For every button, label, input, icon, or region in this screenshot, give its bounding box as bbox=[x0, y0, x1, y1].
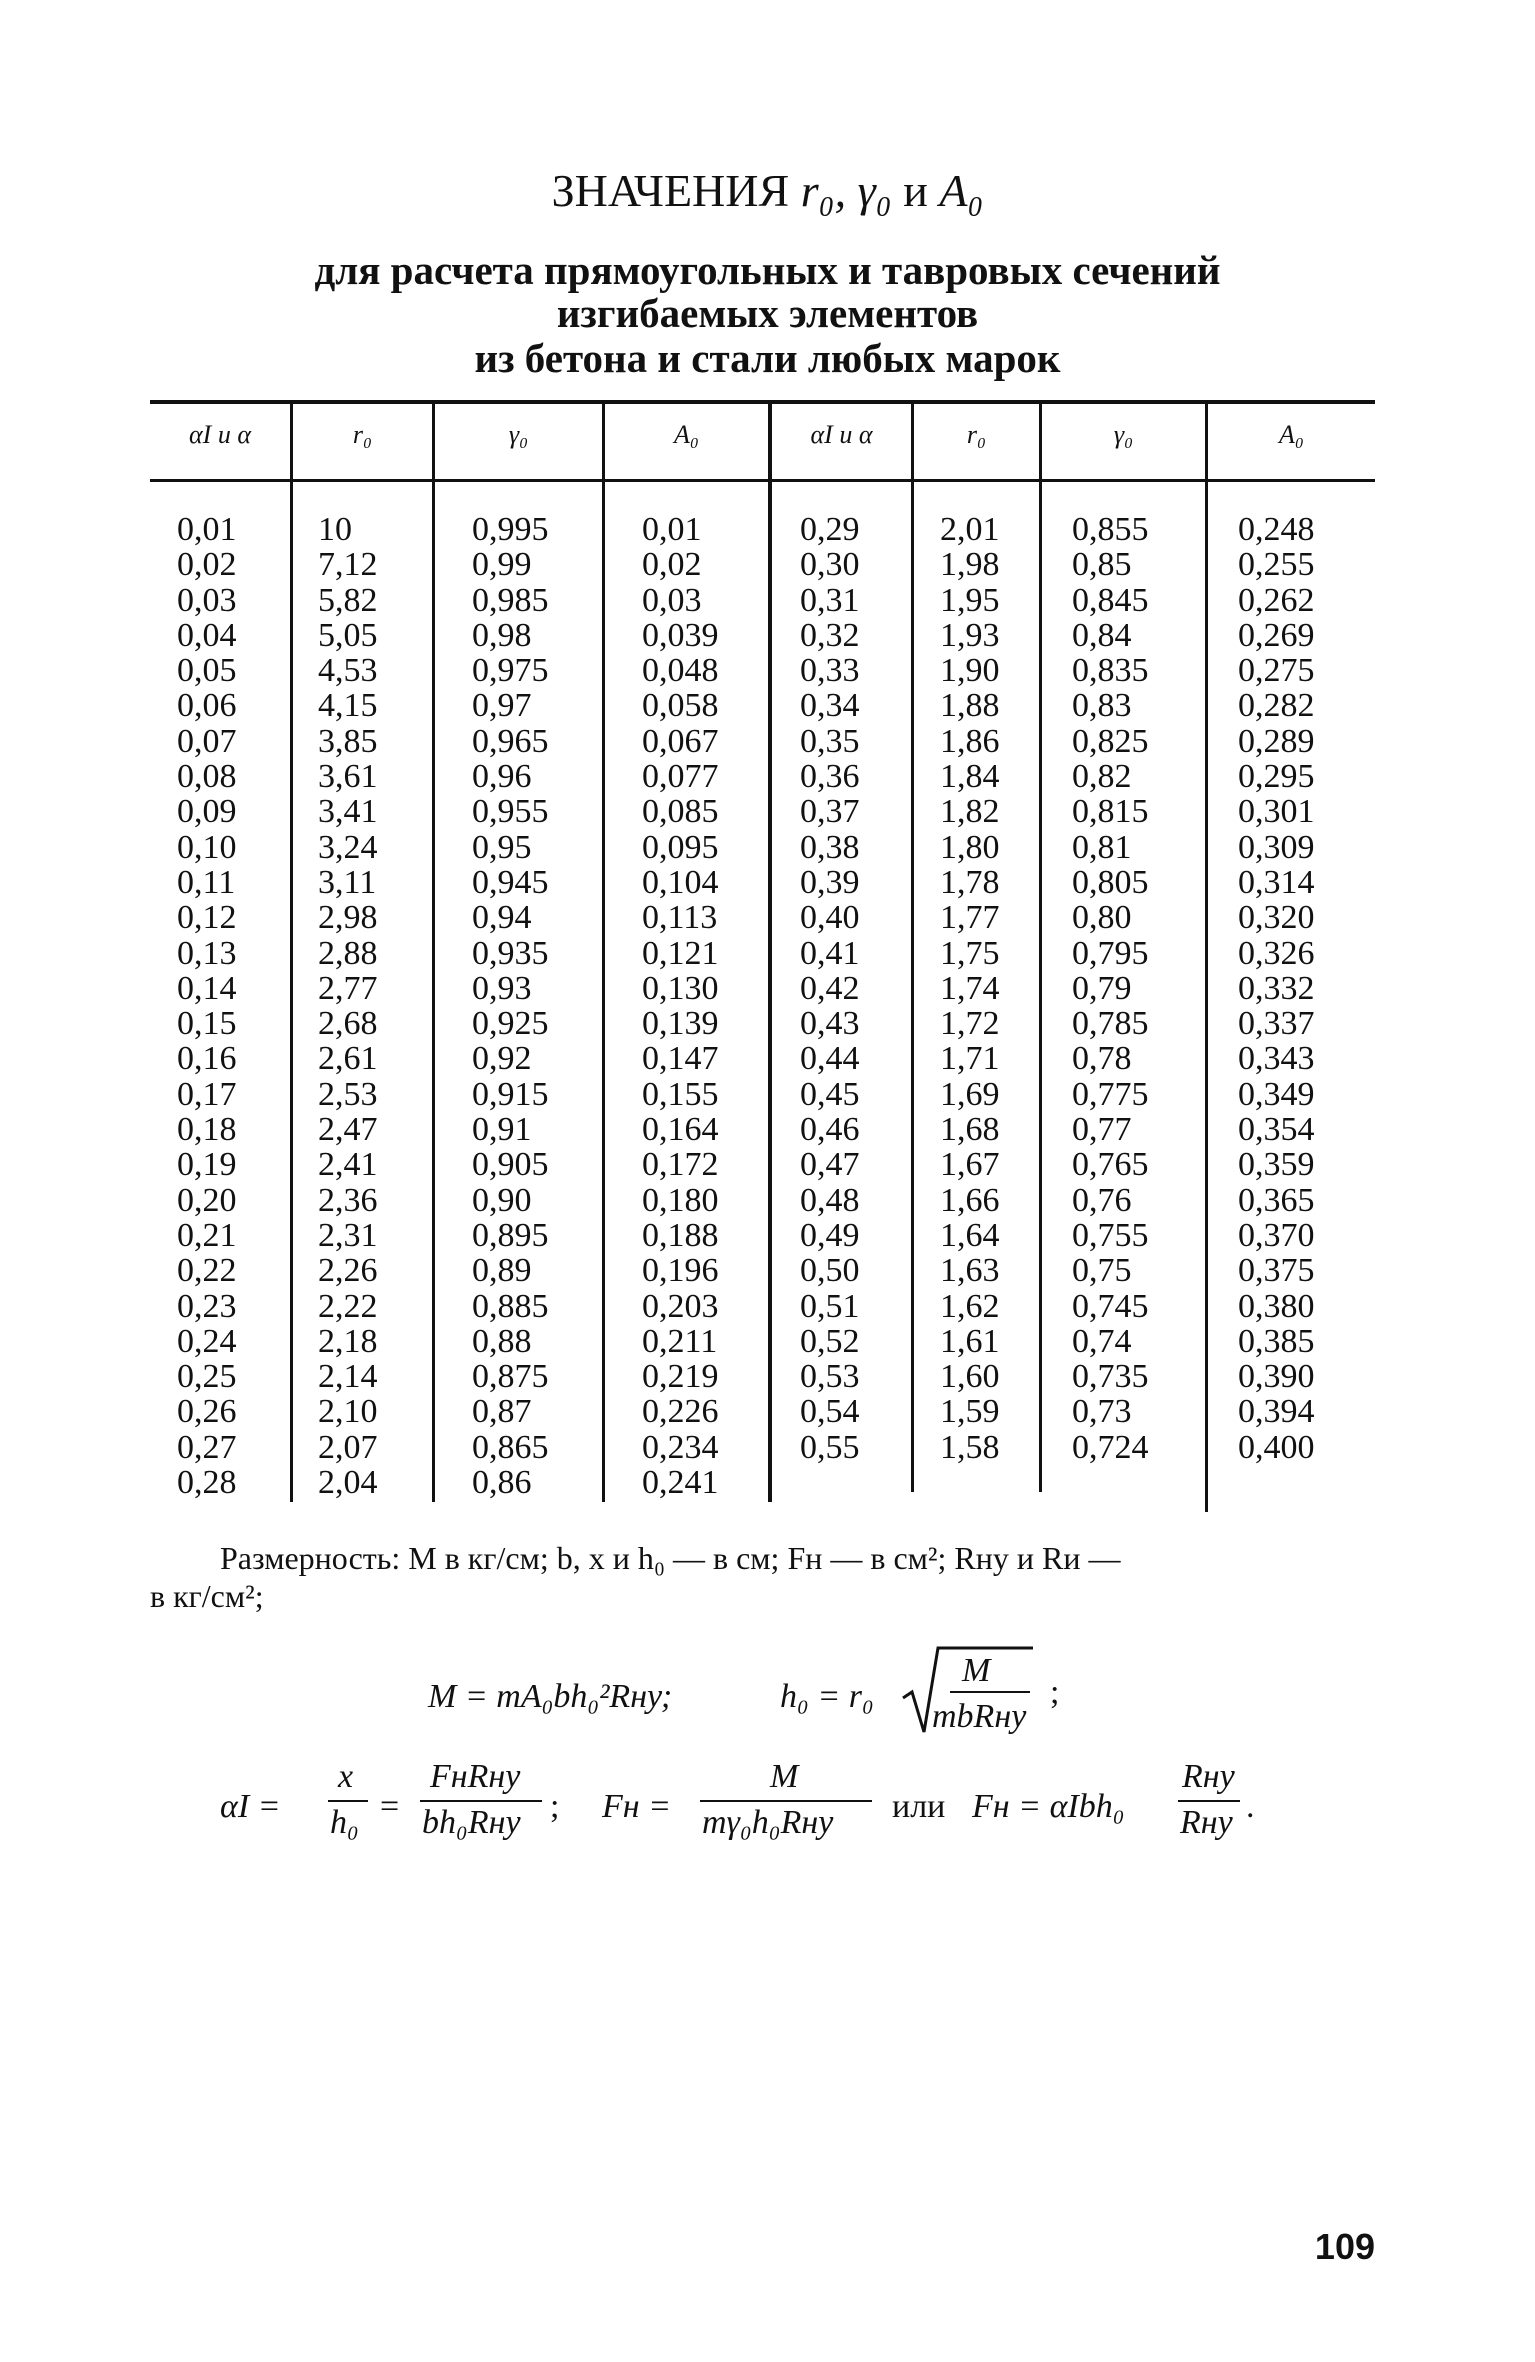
table-cell: 0,86 bbox=[472, 1464, 532, 1502]
table-cell: 0,370 bbox=[1238, 1216, 1315, 1254]
table-cell: 0,74 bbox=[1072, 1322, 1132, 1360]
table-cell: 0,745 bbox=[1072, 1287, 1149, 1325]
formula-alpha-num2: FнRну bbox=[430, 1758, 521, 1795]
column-r0-right bbox=[940, 512, 1000, 1465]
table-cell: 2,14 bbox=[318, 1358, 378, 1396]
table-cell: 0,05 bbox=[177, 652, 237, 690]
table-cell: 1,74 bbox=[940, 969, 1000, 1007]
table-cell: 0,89 bbox=[472, 1252, 532, 1290]
table-cell: 0,865 bbox=[472, 1428, 549, 1466]
formula-alpha-num1: x bbox=[338, 1758, 354, 1795]
table-cell: 0,02 bbox=[642, 546, 702, 584]
table-cell: 2,41 bbox=[318, 1146, 378, 1184]
table-cell: 0,724 bbox=[1072, 1428, 1149, 1466]
table-cell: 1,58 bbox=[940, 1428, 1000, 1466]
formula-fn2-tail: . bbox=[1246, 1788, 1255, 1825]
table-cell: 3,41 bbox=[318, 793, 378, 831]
table-cell: 0,90 bbox=[472, 1181, 532, 1219]
table-cell: 0,326 bbox=[1238, 934, 1315, 972]
table-cell: 0,30 bbox=[800, 546, 860, 584]
table-cell: 2,47 bbox=[318, 1111, 378, 1149]
table-cell: 0,196 bbox=[642, 1252, 719, 1290]
table-cell: 0,077 bbox=[642, 758, 719, 796]
table-cell: 0,01 bbox=[642, 511, 702, 548]
header-gamma0-right: γ₀ bbox=[1113, 420, 1134, 449]
table-cell: 0,06 bbox=[177, 687, 237, 725]
column-a0-right bbox=[1238, 512, 1315, 1465]
table-cell: 0,241 bbox=[642, 1464, 719, 1502]
formula-alpha-eq: = bbox=[380, 1788, 400, 1825]
table-cell: 0,98 bbox=[472, 616, 532, 654]
table-cell: 0,349 bbox=[1238, 1075, 1315, 1113]
column-gamma0-left bbox=[472, 512, 549, 1500]
table-top-rule bbox=[150, 400, 1375, 404]
table-cell: 1,78 bbox=[940, 863, 1000, 901]
table-cell: 0,085 bbox=[642, 793, 719, 831]
table-cell: 2,07 bbox=[318, 1428, 378, 1466]
table-cell: 0,20 bbox=[177, 1181, 237, 1219]
fraction-bar bbox=[1178, 1800, 1240, 1802]
table-cell: 1,71 bbox=[940, 1040, 1000, 1078]
table-cell: 1,69 bbox=[940, 1075, 1000, 1113]
header-a0-right: A₀ bbox=[1279, 420, 1304, 449]
dimension-note-line-2: в кг/см²; bbox=[150, 1578, 264, 1614]
table-cell: 0,130 bbox=[642, 969, 719, 1007]
table-cell: 0,04 bbox=[177, 616, 237, 654]
table-cell: 0,17 bbox=[177, 1075, 237, 1113]
table-cell: 0,03 bbox=[642, 581, 702, 619]
table-cell: 0,104 bbox=[642, 863, 719, 901]
formula-fn2-num: Rну bbox=[1182, 1758, 1235, 1795]
title-symbol-a0: A₀ bbox=[939, 165, 984, 216]
table-cell: 2,26 bbox=[318, 1252, 378, 1290]
table-cell: 0,14 bbox=[177, 969, 237, 1007]
formula-fn2-lhs: Fн = αIbh₀ bbox=[972, 1788, 1125, 1825]
formula-h0-den: mbRну bbox=[932, 1698, 1027, 1735]
table-cell: 0,33 bbox=[800, 652, 860, 690]
table-cell: 1,66 bbox=[940, 1181, 1000, 1219]
table-cell: 0,795 bbox=[1072, 934, 1149, 972]
table-cell: 0,18 bbox=[177, 1111, 237, 1149]
table-cell: 3,24 bbox=[318, 828, 378, 866]
table-cell: 0,16 bbox=[177, 1040, 237, 1078]
formula-alpha-den1: h₀ bbox=[330, 1804, 359, 1841]
table-cell: 0,81 bbox=[1072, 828, 1132, 866]
table-cell: 0,365 bbox=[1238, 1181, 1315, 1219]
table-cell: 0,394 bbox=[1238, 1393, 1315, 1431]
table-cell: 0,915 bbox=[472, 1075, 549, 1113]
table-cell: 5,82 bbox=[318, 581, 378, 619]
table-cell: 1,59 bbox=[940, 1393, 1000, 1431]
table-cell: 0,354 bbox=[1238, 1111, 1315, 1149]
table-cell: 1,68 bbox=[940, 1111, 1000, 1149]
table-cell: 1,84 bbox=[940, 758, 1000, 796]
table-cell: 0,48 bbox=[800, 1181, 860, 1219]
table-header-rule bbox=[150, 479, 1375, 482]
table-cell: 10 bbox=[318, 511, 352, 548]
table-cell: 2,68 bbox=[318, 1005, 378, 1043]
table-cell: 0,26 bbox=[177, 1393, 237, 1431]
table-cell: 0,41 bbox=[800, 934, 860, 972]
table-cell: 0,815 bbox=[1072, 793, 1149, 831]
table-cell: 0,76 bbox=[1072, 1181, 1132, 1219]
table-cell: 1,82 bbox=[940, 793, 1000, 831]
column-gamma0-right bbox=[1072, 512, 1149, 1465]
formula-fn-den: mγ₀h₀Rну bbox=[702, 1804, 834, 1841]
table-cell: 0,400 bbox=[1238, 1428, 1315, 1466]
table-cell: 0,282 bbox=[1238, 687, 1315, 725]
header-a0-left: A₀ bbox=[674, 420, 699, 449]
table-cell: 1,86 bbox=[940, 722, 1000, 760]
table-cell: 0,84 bbox=[1072, 616, 1132, 654]
formula-fn-num: M bbox=[770, 1758, 799, 1795]
table-cell: 0,92 bbox=[472, 1040, 532, 1078]
fraction-bar bbox=[700, 1800, 872, 1802]
table-cell: 0,835 bbox=[1072, 652, 1149, 690]
page-title bbox=[0, 165, 1535, 216]
title-word: ЗНАЧЕНИЯ bbox=[551, 165, 790, 216]
table-cell: 0,965 bbox=[472, 722, 549, 760]
table-cell: 0,21 bbox=[177, 1216, 237, 1254]
table-cell: 2,36 bbox=[318, 1181, 378, 1219]
table-cell: 0,147 bbox=[642, 1040, 719, 1078]
subtitle-line-2: изгибаемых элементов bbox=[556, 290, 979, 336]
table-divider bbox=[432, 402, 435, 1502]
table-cell: 0,73 bbox=[1072, 1393, 1132, 1431]
table-cell: 1,64 bbox=[940, 1216, 1000, 1254]
table-cell: 0,234 bbox=[642, 1428, 719, 1466]
table-cell: 3,61 bbox=[318, 758, 378, 796]
table-cell: 0,34 bbox=[800, 687, 860, 725]
table-cell: 0,83 bbox=[1072, 687, 1132, 725]
table-cell: 0,172 bbox=[642, 1146, 719, 1184]
table-divider bbox=[1205, 402, 1208, 1512]
title-symbol-r0: r₀, bbox=[800, 165, 847, 216]
fraction-bar bbox=[420, 1800, 542, 1802]
table-cell: 0,855 bbox=[1072, 511, 1149, 548]
table-cell: 0,46 bbox=[800, 1111, 860, 1149]
table-cell: 0,188 bbox=[642, 1216, 719, 1254]
table-cell: 0,88 bbox=[472, 1322, 532, 1360]
table-cell: 0,38 bbox=[800, 828, 860, 866]
table-cell: 0,54 bbox=[800, 1393, 860, 1431]
table-cell: 0,985 bbox=[472, 581, 549, 619]
header-alpha-right: αI и α bbox=[810, 420, 873, 449]
table-cell: 1,75 bbox=[940, 934, 1000, 972]
table-cell: 0,935 bbox=[472, 934, 549, 972]
table-cell: 0,805 bbox=[1072, 863, 1149, 901]
table-cell: 1,61 bbox=[940, 1322, 1000, 1360]
table-cell: 0,40 bbox=[800, 899, 860, 937]
table-cell: 0,825 bbox=[1072, 722, 1149, 760]
table-cell: 0,85 bbox=[1072, 546, 1132, 584]
table-cell: 0,55 bbox=[800, 1428, 860, 1466]
table-cell: 0,113 bbox=[642, 899, 718, 937]
table-cell: 0,320 bbox=[1238, 899, 1315, 937]
table-cell: 0,15 bbox=[177, 1005, 237, 1043]
table-cell: 0,048 bbox=[642, 652, 719, 690]
formula-row-1 bbox=[420, 1640, 1160, 1750]
table-cell: 1,60 bbox=[940, 1358, 1000, 1396]
table-cell: 1,93 bbox=[940, 616, 1000, 654]
table-cell: 0,314 bbox=[1238, 863, 1315, 901]
table-divider bbox=[602, 402, 605, 1502]
table-cell: 0,975 bbox=[472, 652, 549, 690]
table-cell: 0,058 bbox=[642, 687, 719, 725]
table-cell: 0,255 bbox=[1238, 546, 1315, 584]
column-r0-left bbox=[318, 512, 378, 1500]
table-cell: 0,875 bbox=[472, 1358, 549, 1396]
table-cell: 0,945 bbox=[472, 863, 549, 901]
formula-moment: M = mA₀bh₀²Rну; bbox=[428, 1678, 673, 1715]
table-cell: 0,10 bbox=[177, 828, 237, 866]
table-cell: 2,77 bbox=[318, 969, 378, 1007]
header-r0-left: r₀ bbox=[352, 420, 373, 449]
title-symbol-gamma0: γ₀ bbox=[857, 165, 892, 216]
subtitle-line-1: для расчета прямоугольных и тавровых сечений bbox=[314, 247, 1221, 293]
table-cell: 0,29 bbox=[800, 511, 860, 548]
table-cell: 0,203 bbox=[642, 1287, 719, 1325]
table-cell: 0,27 bbox=[177, 1428, 237, 1466]
table-cell: 0,37 bbox=[800, 793, 860, 831]
table-cell: 0,343 bbox=[1238, 1040, 1315, 1078]
table-cell: 0,845 bbox=[1072, 581, 1149, 619]
table-cell: 0,02 bbox=[177, 546, 237, 584]
table-cell: 0,08 bbox=[177, 758, 237, 796]
table-cell: 0,211 bbox=[642, 1322, 718, 1360]
table-cell: 0,78 bbox=[1072, 1040, 1132, 1078]
table-cell: 0,97 bbox=[472, 687, 532, 725]
table-cell: 0,01 bbox=[177, 511, 237, 548]
table-cell: 0,51 bbox=[800, 1287, 860, 1325]
table-cell: 0,94 bbox=[472, 899, 532, 937]
table-cell: 0,19 bbox=[177, 1146, 237, 1184]
table-cell: 0,995 bbox=[472, 511, 549, 548]
table-cell: 5,05 bbox=[318, 616, 378, 654]
table-cell: 0,067 bbox=[642, 722, 719, 760]
table-cell: 2,04 bbox=[318, 1464, 378, 1502]
table-cell: 0,164 bbox=[642, 1111, 719, 1149]
table-cell: 0,332 bbox=[1238, 969, 1315, 1007]
table-cell: 0,91 bbox=[472, 1111, 532, 1149]
table-cell: 0,25 bbox=[177, 1358, 237, 1396]
formula-alpha-den2: bh₀Rну bbox=[422, 1804, 521, 1841]
table-cell: 4,53 bbox=[318, 652, 378, 690]
table-cell: 2,88 bbox=[318, 934, 378, 972]
table-cell: 0,77 bbox=[1072, 1111, 1132, 1149]
table-cell: 0,262 bbox=[1238, 581, 1315, 619]
formula-alpha-lhs: αI = bbox=[220, 1788, 281, 1825]
table-cell: 0,295 bbox=[1238, 758, 1315, 796]
table-cell: 3,11 bbox=[318, 863, 377, 901]
table-cell: 3,85 bbox=[318, 722, 378, 760]
table-cell: 1,62 bbox=[940, 1287, 1000, 1325]
table-cell: 0,380 bbox=[1238, 1287, 1315, 1325]
table-cell: 2,61 bbox=[318, 1040, 378, 1078]
formula-or-word: или bbox=[892, 1788, 946, 1825]
table-cell: 0,735 bbox=[1072, 1358, 1149, 1396]
table-cell: 0,289 bbox=[1238, 722, 1315, 760]
table-cell: 0,925 bbox=[472, 1005, 549, 1043]
table-cell: 0,28 bbox=[177, 1464, 237, 1502]
table-cell: 0,22 bbox=[177, 1252, 237, 1290]
table-cell: 1,90 bbox=[940, 652, 1000, 690]
table-cell: 2,01 bbox=[940, 511, 1000, 548]
column-alpha-left bbox=[177, 512, 237, 1500]
table-divider bbox=[911, 402, 914, 1492]
table-cell: 0,155 bbox=[642, 1075, 719, 1113]
table-cell: 0,895 bbox=[472, 1216, 549, 1254]
table-cell: 0,248 bbox=[1238, 511, 1315, 548]
table-cell: 7,12 bbox=[318, 546, 378, 584]
table-cell: 1,67 bbox=[940, 1146, 1000, 1184]
table-cell: 0,885 bbox=[472, 1287, 549, 1325]
table-cell: 0,180 bbox=[642, 1181, 719, 1219]
table-cell: 0,75 bbox=[1072, 1252, 1132, 1290]
table-cell: 1,77 bbox=[940, 899, 1000, 937]
formula-h0-num: M bbox=[962, 1652, 991, 1689]
title-conjunction: и bbox=[903, 165, 928, 216]
table-cell: 0,43 bbox=[800, 1005, 860, 1043]
table-cell: 0,775 bbox=[1072, 1075, 1149, 1113]
page-number: 109 bbox=[1314, 2226, 1375, 2267]
table-divider bbox=[1039, 402, 1042, 1492]
table-cell: 0,82 bbox=[1072, 758, 1132, 796]
header-alpha-left: αI и α bbox=[189, 420, 251, 449]
table-cell: 0,44 bbox=[800, 1040, 860, 1078]
table-cell: 0,12 bbox=[177, 899, 237, 937]
header-r0-right: r₀ bbox=[966, 420, 987, 449]
table-cell: 1,63 bbox=[940, 1252, 1000, 1290]
table-cell: 0,93 bbox=[472, 969, 532, 1007]
table-cell: 1,72 bbox=[940, 1005, 1000, 1043]
table-cell: 0,359 bbox=[1238, 1146, 1315, 1184]
table-cell: 0,219 bbox=[642, 1358, 719, 1396]
table-cell: 1,80 bbox=[940, 828, 1000, 866]
table-cell: 0,53 bbox=[800, 1358, 860, 1396]
table-cell: 0,375 bbox=[1238, 1252, 1315, 1290]
column-a0-left bbox=[642, 512, 719, 1500]
table-cell: 0,80 bbox=[1072, 899, 1132, 937]
table-cell: 0,309 bbox=[1238, 828, 1315, 866]
table-cell: 0,121 bbox=[642, 934, 719, 972]
table-cell: 0,45 bbox=[800, 1075, 860, 1113]
table-cell: 0,47 bbox=[800, 1146, 860, 1184]
table-cell: 0,24 bbox=[177, 1322, 237, 1360]
table-divider bbox=[290, 402, 293, 1502]
subtitle-line-3: из бетона и стали любых марок bbox=[474, 335, 1061, 381]
table-cell: 0,03 bbox=[177, 581, 237, 619]
formula-row-2 bbox=[220, 1750, 1320, 1860]
table-cell: 2,98 bbox=[318, 899, 378, 937]
table-cell: 0,50 bbox=[800, 1252, 860, 1290]
table-cell: 0,955 bbox=[472, 793, 549, 831]
table-cell: 0,039 bbox=[642, 616, 719, 654]
formula-h0-tail: ; bbox=[1050, 1674, 1060, 1711]
table-cell: 0,32 bbox=[800, 616, 860, 654]
table-cell: 0,385 bbox=[1238, 1322, 1315, 1360]
table-cell: 0,095 bbox=[642, 828, 719, 866]
formula-alpha-sep: ; bbox=[550, 1788, 560, 1825]
table-cell: 0,755 bbox=[1072, 1216, 1149, 1254]
table-cell: 0,35 bbox=[800, 722, 860, 760]
table-cell: 0,390 bbox=[1238, 1358, 1315, 1396]
table-cell: 0,79 bbox=[1072, 969, 1132, 1007]
formula-fn-lhs: Fн = bbox=[602, 1788, 672, 1825]
table-cell: 0,269 bbox=[1238, 616, 1315, 654]
table-cell: 0,49 bbox=[800, 1216, 860, 1254]
table-cell: 2,31 bbox=[318, 1216, 378, 1254]
formula-fn2-den: Rну bbox=[1180, 1804, 1233, 1841]
table-cell: 4,15 bbox=[318, 687, 378, 725]
formula-h0-lhs: h₀ = r₀ bbox=[780, 1678, 874, 1715]
table-cell: 1,98 bbox=[940, 546, 1000, 584]
table-cell: 0,275 bbox=[1238, 652, 1315, 690]
table-cell: 0,99 bbox=[472, 546, 532, 584]
table-cell: 1,95 bbox=[940, 581, 1000, 619]
table-cell: 0,42 bbox=[800, 969, 860, 1007]
table-cell: 0,07 bbox=[177, 722, 237, 760]
table-cell: 2,53 bbox=[318, 1075, 378, 1113]
table-cell: 2,22 bbox=[318, 1287, 378, 1325]
table-cell: 0,96 bbox=[472, 758, 532, 796]
table-cell: 0,23 bbox=[177, 1287, 237, 1325]
table-cell: 2,18 bbox=[318, 1322, 378, 1360]
table-cell: 2,10 bbox=[318, 1393, 378, 1431]
table-cell: 0,785 bbox=[1072, 1005, 1149, 1043]
table-cell: 0,11 bbox=[177, 863, 236, 901]
table-cell: 0,87 bbox=[472, 1393, 532, 1431]
dimension-note-line-1: Размерность: M в кг/см; b, x и h₀ — в см; Fн — в см²; Rну и Rи — bbox=[220, 1540, 1121, 1576]
header-gamma0-left: γ₀ bbox=[508, 420, 529, 449]
table-cell: 0,31 bbox=[800, 581, 860, 619]
table-cell: 0,139 bbox=[642, 1005, 719, 1043]
table-cell: 0,39 bbox=[800, 863, 860, 901]
table-cell: 0,95 bbox=[472, 828, 532, 866]
table-cell: 1,88 bbox=[940, 687, 1000, 725]
table-cell: 0,905 bbox=[472, 1146, 549, 1184]
table-cell: 0,765 bbox=[1072, 1146, 1149, 1184]
table-cell: 0,52 bbox=[800, 1322, 860, 1360]
table-cell: 0,226 bbox=[642, 1393, 719, 1431]
table-cell: 0,13 bbox=[177, 934, 237, 972]
table-center-divider bbox=[768, 402, 772, 1502]
table-cell: 0,301 bbox=[1238, 793, 1315, 831]
table-cell: 0,09 bbox=[177, 793, 237, 831]
column-alpha-right bbox=[800, 512, 860, 1465]
table-cell: 0,36 bbox=[800, 758, 860, 796]
fraction-bar bbox=[328, 1800, 368, 1802]
table-cell: 0,337 bbox=[1238, 1005, 1315, 1043]
